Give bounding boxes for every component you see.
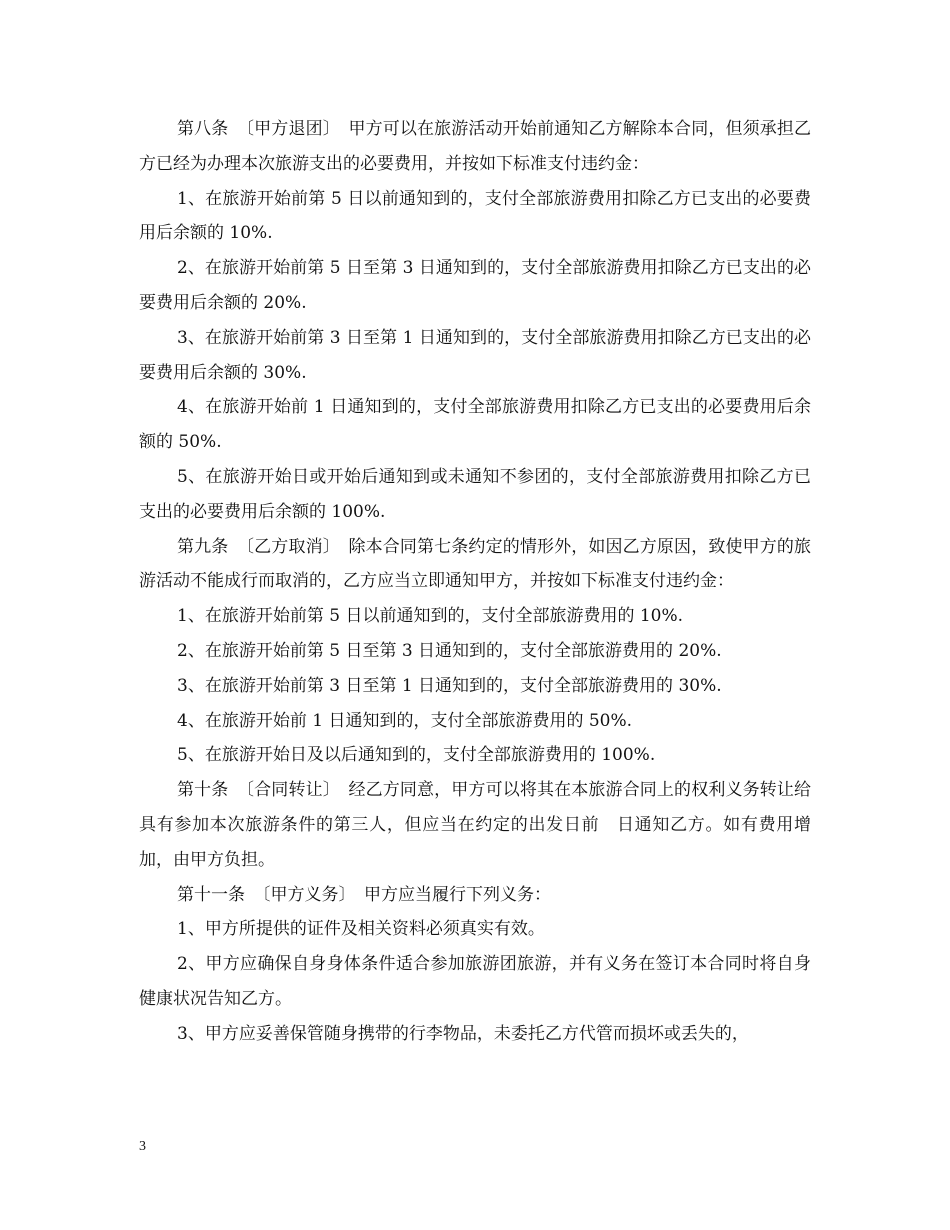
article-8-item-1: 1、在旅游开始前第 5 日以前通知到的，支付全部旅游费用扣除乙方已支出的必要费用后余额的 10%. <box>139 188 811 244</box>
article-11-item-2: 2、甲方应确保自身身体条件适合参加旅游团旅游，并有义务在签订本合同时将自身健康状况告知乙方。 <box>139 954 811 1009</box>
article-9-item-2: 2、在旅游开始前第 5 日至第 3 日通知到的，支付全部旅游费用的 20%. <box>177 640 722 661</box>
article-11-item-3: 3、甲方应妥善保管随身携带的行李物品，未委托乙方代管而损坏或丢失的， <box>177 1023 749 1044</box>
article-8-item-5: 5、在旅游开始日或开始后通知到或未通知不参团的，支付全部旅游费用扣除乙方已支出的必要费用后余额的 100%. <box>139 466 811 522</box>
article-8-item-2: 2、在旅游开始前第 5 日至第 3 日通知到的，支付全部旅游费用扣除乙方已支出的必要费用后余额的 20%. <box>139 258 811 313</box>
document-body <box>139 112 811 1052</box>
article-9-paragraph: 第九条 〔乙方取消〕 除本合同第七条约定的情形外，如因乙方原因，致使甲方的旅游活动不能成行而取消的，乙方应当立即通知甲方，并按如下标准支付违约金： <box>139 536 811 592</box>
article-9-item-4: 4、在旅游开始前 1 日通知到的，支付全部旅游费用的 50%. <box>177 710 633 731</box>
article-9-item-5: 5、在旅游开始日及以后通知到的，支付全部旅游费用的 100%. <box>177 745 656 766</box>
article-8-paragraph: 第八条 〔甲方退团〕 甲方可以在旅游活动开始前通知乙方解除本合同，但须承担乙方已经为办理本次旅游支出的必要费用，并按如下标准支付违约金： <box>139 119 811 174</box>
article-11-paragraph: 第十一条 〔甲方义务〕 甲方应当履行下列义务： <box>177 884 551 905</box>
article-9-item-3: 3、在旅游开始前第 3 日至第 1 日通知到的，支付全部旅游费用的 30%. <box>177 675 722 696</box>
article-8-item-4: 4、在旅游开始前 1 日通知到的，支付全部旅游费用扣除乙方已支出的必要费用后余额的 50%. <box>139 397 811 453</box>
article-8-item-3: 3、在旅游开始前第 3 日至第 1 日通知到的，支付全部旅游费用扣除乙方已支出的必要费用后余额的 30%. <box>139 327 811 383</box>
page-number: 3 <box>139 1139 146 1154</box>
article-11-item-1: 1、甲方所提供的证件及相关资料必须真实有效。 <box>177 919 545 940</box>
article-9-item-1: 1、在旅游开始前第 5 日以前通知到的，支付全部旅游费用的 10%. <box>177 606 684 627</box>
article-10-paragraph: 第十条 〔合同转让〕 经乙方同意，甲方可以将其在本旅游合同上的权利义务转让给具有参加本次旅游条件的第三人，但应当在约定的出发日前 日通知乙方。如有费用增加，由甲方负担。 <box>139 780 811 870</box>
